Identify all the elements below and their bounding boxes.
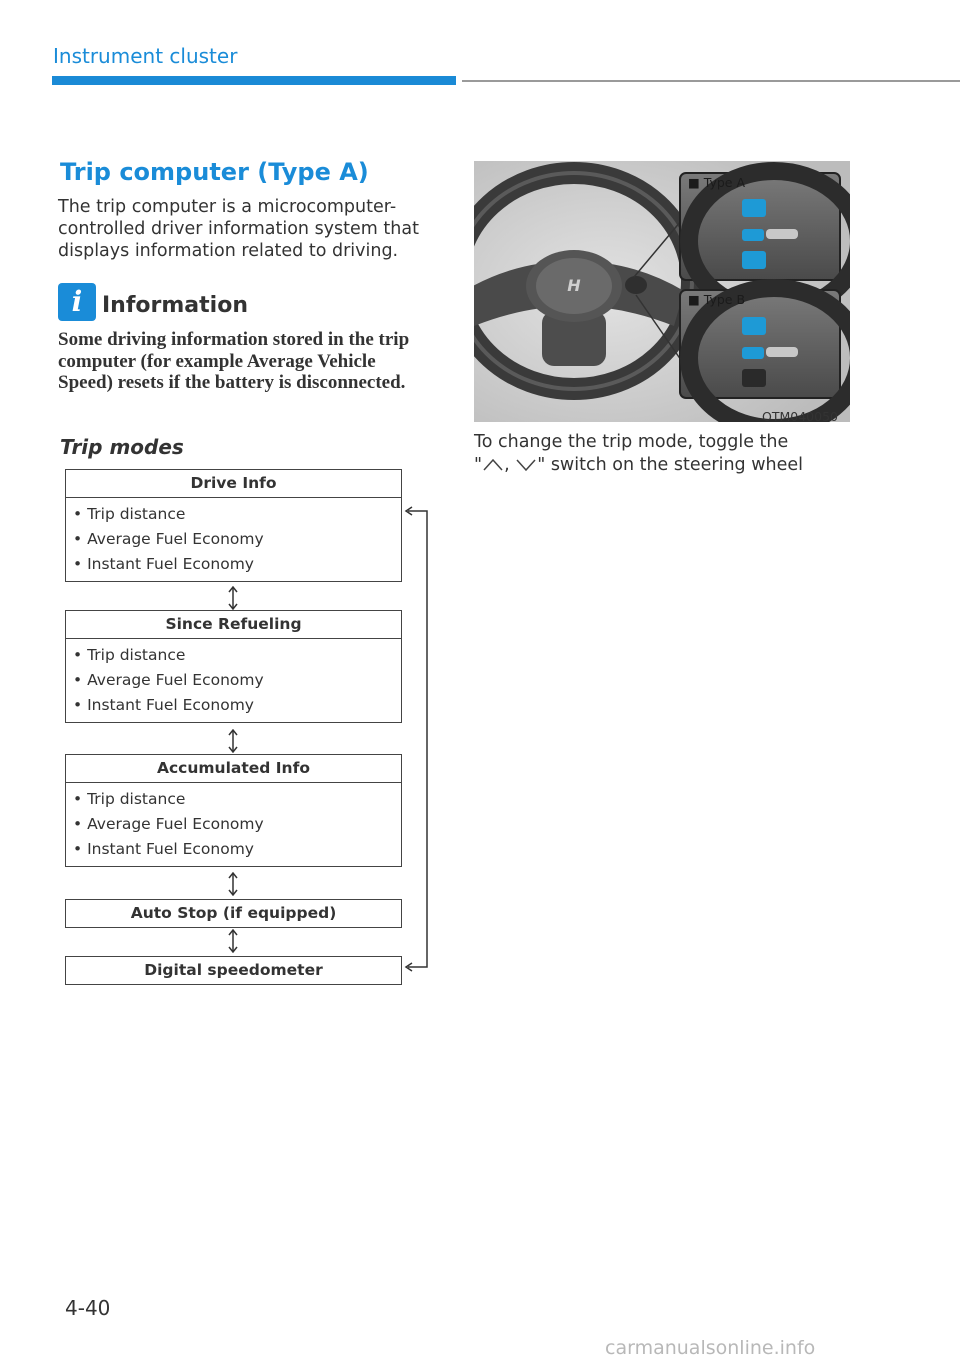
figure-code: OTM040050 <box>762 409 838 424</box>
mode-item: • Instant Fuel Economy <box>73 696 254 714</box>
mode-box-accumulated-info <box>65 754 402 867</box>
mode-item: • Average Fuel Economy <box>73 815 264 833</box>
mode-item: • Average Fuel Economy <box>73 671 264 689</box>
watermark: carmanualsonline.info <box>605 1337 816 1359</box>
loop-back-arrow-icon <box>403 505 433 975</box>
mode-box-list <box>66 782 401 866</box>
mode-item: • Trip distance <box>73 646 186 664</box>
quote-open: " <box>474 455 483 475</box>
mode-box-auto-stop <box>65 899 402 928</box>
mode-item: • Trip distance <box>73 505 186 523</box>
mode-box-digital-speedometer <box>65 956 402 985</box>
trip-modes-title: Trip modes <box>60 435 184 459</box>
mode-item: • Instant Fuel Economy <box>73 555 254 573</box>
mode-box-list <box>66 497 401 581</box>
double-arrow-icon <box>226 872 240 896</box>
info-title: Information <box>102 293 248 318</box>
steering-wheel-figure <box>474 161 850 422</box>
double-arrow-icon <box>226 729 240 753</box>
section-title: Trip computer (Type A) <box>60 158 369 186</box>
page-number: 4-40 <box>65 1296 111 1320</box>
mode-box-label: Since Refueling <box>165 615 302 633</box>
svg-text:H: H <box>567 276 581 295</box>
instruction-line-1: To change the trip mode, toggle the <box>474 432 789 452</box>
instruction-text <box>474 431 874 477</box>
mode-box-label: Digital speedometer <box>144 961 323 979</box>
header-rule-blue <box>52 76 456 85</box>
intro-paragraph: The trip computer is a microcomputer-controlled driver information system that displays information related to driving. <box>58 197 419 261</box>
mode-item: • Average Fuel Economy <box>73 530 264 548</box>
mode-item: • Instant Fuel Economy <box>73 840 254 858</box>
info-icon: i <box>58 283 96 321</box>
type-b-label: ■ Type B <box>688 292 746 307</box>
steering-wheel-illustration <box>474 161 850 422</box>
mode-item: • Trip distance <box>73 790 186 808</box>
chevron-up-icon <box>482 458 504 472</box>
mode-box-since-refueling <box>65 610 402 723</box>
type-a-label: ■ Type A <box>688 175 746 190</box>
mode-box-label: Accumulated Info <box>157 759 310 777</box>
separator: , <box>504 455 516 475</box>
mode-box-drive-info <box>65 469 402 582</box>
instruction-line-2 <box>474 454 874 477</box>
info-text: Some driving information stored in the trip computer (for example Average Vehicle Speed) resets if the battery is disconnected. <box>58 329 410 393</box>
mode-box-label: Drive Info <box>190 474 277 492</box>
mode-box-list <box>66 638 401 722</box>
double-arrow-icon <box>226 586 240 610</box>
double-arrow-icon <box>226 929 240 953</box>
mode-box-label: Auto Stop (if equipped) <box>130 904 337 922</box>
header-rule-gray <box>462 80 960 82</box>
instruction-tail: " switch on the steering wheel <box>537 455 804 475</box>
running-header: Instrument cluster <box>53 44 238 68</box>
chevron-down-icon <box>515 458 537 472</box>
